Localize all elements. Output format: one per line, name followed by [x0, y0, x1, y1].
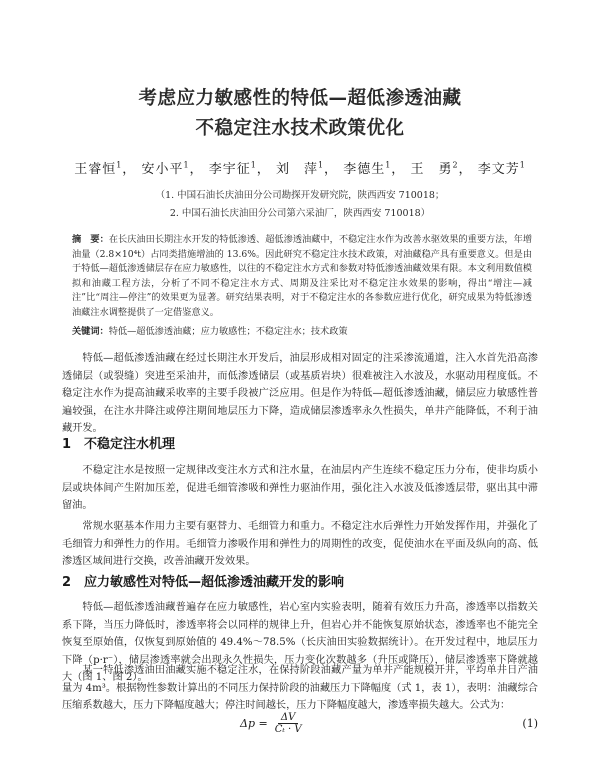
- keywords-text: 特低—超低渗透油藏；应力敏感性；不稳定注水；技术政策: [108, 326, 348, 337]
- keywords-label: 关键词：: [72, 326, 109, 337]
- equation-numerator: ΔV: [278, 712, 298, 724]
- section-heading-1: [62, 433, 175, 452]
- author: 李文芳$^1$: [477, 160, 526, 177]
- section-heading-2: [62, 571, 344, 590]
- section-title: 不稳定注水机理: [84, 437, 176, 452]
- equation-lhs: Δp =: [240, 717, 268, 730]
- equation-denominator: Cₜ · V: [274, 724, 302, 735]
- paper-title-line-1: 考虑应力敏感性的特低—超低渗透油藏: [138, 88, 462, 109]
- affiliation-1: （1. 中国石油长庆油田分公司勘探开发研究院，陕西西安 710018；: [155, 190, 445, 201]
- body-paragraph: 常规水驱基本作用力主要有驱替力、毛细管力和重力。不稳定注水后弹性力开始发挥作用，并强化了毛细管力和弹性力的作用。毛细管力渗吸作用和弹性力的周期性的改变，促使油水在平面及纵向的高、低渗透区域间进行交换，改善油藏开发效果。: [62, 521, 538, 568]
- section-title: 应力敏感性对特低—超低渗透油藏开发的影响: [84, 575, 345, 590]
- section-number: 1: [62, 437, 72, 452]
- section-number: 2: [62, 575, 72, 590]
- author: 李德生$^1$: [343, 160, 392, 177]
- equation-number: (1): [522, 717, 538, 730]
- author: 安小平$^1$: [141, 160, 190, 177]
- intro-paragraph: 特低—超低渗透油藏在经过长期注水开发后，油层形成相对固定的注采渗流通道，注入水首先沿高渗透储层（或裂缝）突进至采油井，而低渗透储层（或基质岩块）很难被注入水波及，水驱动用程度低。不稳定注水作为提高油藏采收率的主要手段被广泛应用。但是作为特低—超低渗透油藏，储层应力敏感性普遍较强，在注水井降注或停注期间地层压力下降，造成储层渗透率永久性损失，单井产能降低，不利于油藏开发。: [62, 353, 538, 435]
- body-paragraph: 某一特低渗透油田油藏实施不稳定注水，在保持阶段油藏产量为单井产能规模开井，平均单井日产油量为 4m³。根据物性参数计算出的不同压力保持阶段的油藏压力下降幅度（式 1，表 1），表明：油藏综合压缩系数越大，压力下降幅度越大；停注时间越长，压力下降幅度越大，渗透率损失越大。公式为：: [62, 665, 538, 712]
- body-paragraph: 特低—超低渗透油藏普遍存在应力敏感性，岩心室内实验表明，随着有效压力升高，渗透率以指数关系下降，当压力降低时，渗透率将会以同样的规律上升，但岩心并不能恢复原始状态，渗透率也不能完全恢复至原始值，仅恢复到原始值的 49.4%～78.5%（长庆油田实验数据统计）。在开发过程中，地层压力下降（p·r⁻），储层渗透率就会出现永久性损失，压力变化次数越多（升压或降压），储层渗透率下降就越大（图 1、图 2）。: [62, 602, 538, 684]
- body-paragraph: 不稳定注水是按照一定规律改变注水方式和注水量，在油层内产生连续不稳定压力分布，使非均质小层或块体间产生附加压差，促进毛细管渗吸和弹性力驱油作用，强化注入水波及低渗透层带，驱出其中滞留油。: [62, 465, 538, 512]
- author: 刘 萍$^1$: [275, 160, 325, 177]
- equation-1: [240, 712, 305, 735]
- paper-title-line-2: 不稳定注水技术政策优化: [195, 118, 405, 139]
- author: 王 勇$^2$: [410, 160, 459, 177]
- keywords: [72, 323, 532, 337]
- equation-fraction: [272, 712, 305, 735]
- abstract-text: 在长庆油田长期注水开发的特低渗透、超低渗透油藏中，不稳定注水作为改善水驱效果的重要方法，年增油量（2.8×10⁴t）占同类措施增油的 13.6%。因此研究不稳定注水技术政策，对油藏稳产具有重要意义。但是由于特低—超低渗透储层存在应力敏感性，以往的不稳定注水方式和参数对特低渗透油藏效果有限。本文利用数值模拟和油藏工程方法，分析了不同不稳定注水方式、周期及注采比对不稳定注水效果的影响，得出“增注—减注”比“周注—停注”的效果更为显著。研究结果表明，对于不稳定注水的各参数应进行优化，研究成果为特低渗透油藏注水调整提供了一定借鉴意义。: [72, 234, 533, 318]
- affiliation-2: 2. 中国石油长庆油田分公司第六采油厂，陕西西安 710018）: [169, 208, 431, 219]
- author: 李宇征$^1$: [208, 160, 257, 177]
- abstract-label: 摘 要：: [72, 234, 109, 245]
- abstract: [72, 233, 532, 321]
- author: 王睿恒$^1$: [74, 160, 123, 177]
- author-list: 王睿恒$^1$， 安小平$^1$， 李宇征$^1$， 刘 萍$^1$， 李德生$^1$， 王 勇$^2$， 李文芳$^1$: [74, 160, 526, 177]
